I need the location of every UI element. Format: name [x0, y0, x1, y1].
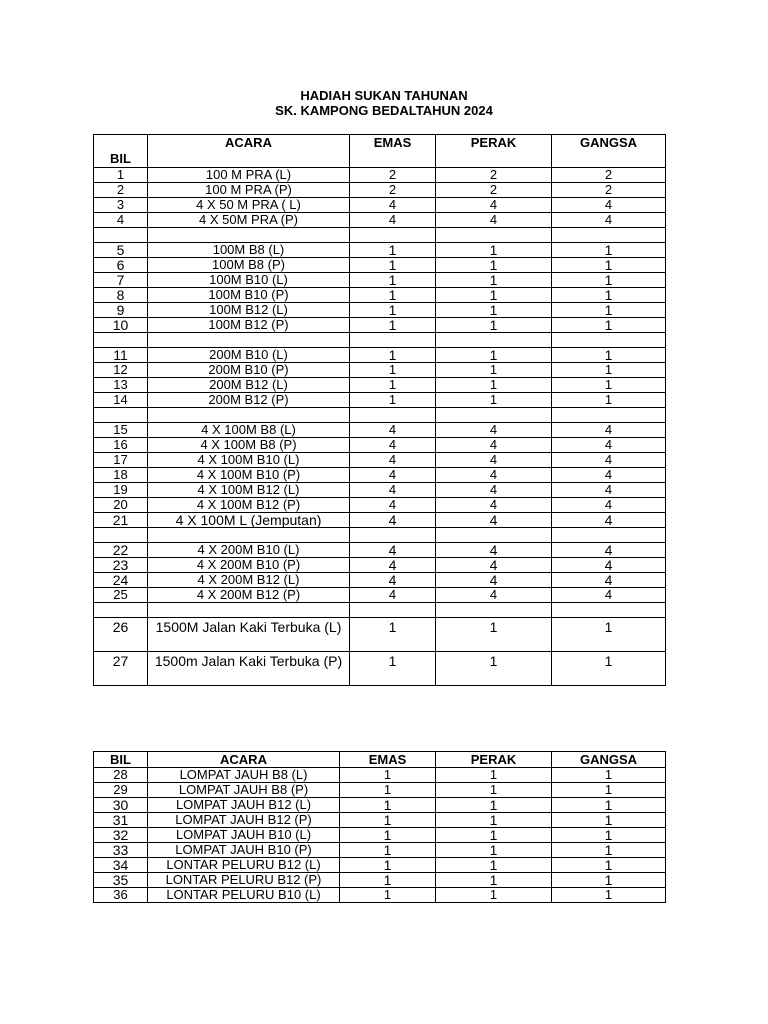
cell-acara: 4 X 50 M PRA ( L) — [148, 198, 350, 213]
cell-perak: 1 — [436, 828, 552, 843]
cell-gangsa: 4 — [552, 558, 666, 573]
cell-acara: LONTAR PELURU B10 (L) — [148, 888, 340, 903]
cell-acara: 100M B12 (L) — [148, 303, 350, 318]
cell-bil: 29 — [94, 783, 148, 798]
spacer-row — [94, 333, 666, 348]
cell-emas: 1 — [350, 378, 436, 393]
empty-cell — [94, 528, 148, 543]
header-gangsa: GANGSA — [552, 135, 666, 168]
cell-bil: 19 — [94, 483, 148, 498]
cell-bil: 10 — [94, 318, 148, 333]
cell-gangsa: 2 — [552, 168, 666, 183]
cell-emas: 1 — [350, 243, 436, 258]
spacer-row — [94, 228, 666, 243]
cell-gangsa: 4 — [552, 588, 666, 603]
cell-gangsa: 4 — [552, 453, 666, 468]
table-row — [94, 813, 666, 828]
empty-cell — [148, 528, 350, 543]
cell-bil: 16 — [94, 438, 148, 453]
cell-perak: 4 — [436, 198, 552, 213]
empty-cell — [436, 528, 552, 543]
cell-perak: 4 — [436, 213, 552, 228]
cell-acara: 4 X 200M B10 (L) — [148, 543, 350, 558]
table-row — [94, 783, 666, 798]
cell-gangsa: 1 — [552, 843, 666, 858]
cell-emas: 1 — [340, 768, 436, 783]
cell-emas: 4 — [350, 543, 436, 558]
cell-perak: 1 — [436, 813, 552, 828]
cell-gangsa: 1 — [552, 813, 666, 828]
table-row — [94, 213, 666, 228]
cell-gangsa: 1 — [552, 378, 666, 393]
header-bil: BIL — [94, 752, 148, 768]
table-header-row — [94, 135, 666, 168]
cell-emas: 1 — [350, 348, 436, 363]
cell-bil: 21 — [94, 513, 148, 528]
cell-perak: 4 — [436, 438, 552, 453]
table-row — [94, 828, 666, 843]
empty-cell — [552, 408, 666, 423]
table-row — [94, 558, 666, 573]
cell-perak: 2 — [436, 168, 552, 183]
cell-bil: 7 — [94, 273, 148, 288]
table-row — [94, 798, 666, 813]
cell-emas: 4 — [350, 558, 436, 573]
empty-cell — [350, 603, 436, 618]
cell-bil: 27 — [94, 652, 148, 686]
cell-bil: 5 — [94, 243, 148, 258]
cell-acara: 100M B12 (P) — [148, 318, 350, 333]
table-row — [94, 303, 666, 318]
empty-cell — [350, 528, 436, 543]
cell-gangsa: 1 — [552, 828, 666, 843]
cell-bil: 4 — [94, 213, 148, 228]
cell-perak: 4 — [436, 558, 552, 573]
cell-perak: 1 — [436, 783, 552, 798]
cell-acara: 200M B10 (L) — [148, 348, 350, 363]
cell-gangsa: 1 — [552, 858, 666, 873]
cell-acara: 4 X 200M B10 (P) — [148, 558, 350, 573]
cell-perak: 4 — [436, 483, 552, 498]
cell-bil: 3 — [94, 198, 148, 213]
cell-perak: 4 — [436, 543, 552, 558]
empty-cell — [350, 228, 436, 243]
cell-acara: LOMPAT JAUH B10 (P) — [148, 843, 340, 858]
cell-emas: 1 — [350, 258, 436, 273]
header-emas: EMAS — [340, 752, 436, 768]
table-row — [94, 378, 666, 393]
spacer-row — [94, 528, 666, 543]
cell-emas: 4 — [350, 438, 436, 453]
header-acara: ACARA — [148, 135, 350, 168]
cell-acara: 4 X 100M B12 (P) — [148, 498, 350, 513]
cell-bil: 17 — [94, 453, 148, 468]
empty-cell — [350, 408, 436, 423]
cell-bil: 32 — [94, 828, 148, 843]
cell-perak: 4 — [436, 453, 552, 468]
header-bil: BIL — [94, 135, 148, 168]
cell-gangsa: 1 — [552, 393, 666, 408]
cell-acara: 100 M PRA (P) — [148, 183, 350, 198]
cell-acara: 100 M PRA (L) — [148, 168, 350, 183]
prize-table-track — [93, 134, 666, 686]
cell-bil: 31 — [94, 813, 148, 828]
cell-perak: 1 — [436, 318, 552, 333]
cell-perak: 4 — [436, 468, 552, 483]
cell-emas: 1 — [350, 393, 436, 408]
cell-bil: 2 — [94, 183, 148, 198]
empty-cell — [94, 333, 148, 348]
cell-gangsa: 4 — [552, 513, 666, 528]
table-row — [94, 438, 666, 453]
cell-emas: 4 — [350, 198, 436, 213]
cell-perak: 4 — [436, 513, 552, 528]
cell-emas: 1 — [340, 873, 436, 888]
cell-acara: LONTAR PELURU B12 (L) — [148, 858, 340, 873]
cell-gangsa: 1 — [552, 652, 666, 686]
empty-cell — [436, 603, 552, 618]
table-row — [94, 423, 666, 438]
cell-acara: 100M B8 (P) — [148, 258, 350, 273]
cell-bil: 9 — [94, 303, 148, 318]
cell-emas: 2 — [350, 183, 436, 198]
cell-emas: 4 — [350, 453, 436, 468]
table-row — [94, 768, 666, 783]
table-row — [94, 363, 666, 378]
cell-perak: 1 — [436, 348, 552, 363]
cell-bil: 14 — [94, 393, 148, 408]
table-row — [94, 183, 666, 198]
cell-emas: 1 — [340, 828, 436, 843]
cell-acara: LOMPAT JAUH B8 (P) — [148, 783, 340, 798]
cell-gangsa: 1 — [552, 873, 666, 888]
table-row — [94, 348, 666, 363]
cell-perak: 2 — [436, 183, 552, 198]
cell-gangsa: 4 — [552, 543, 666, 558]
cell-bil: 28 — [94, 768, 148, 783]
empty-cell — [552, 228, 666, 243]
table-row — [94, 393, 666, 408]
empty-cell — [148, 333, 350, 348]
table-row — [94, 318, 666, 333]
cell-bil: 8 — [94, 288, 148, 303]
cell-emas: 1 — [350, 303, 436, 318]
table-row — [94, 243, 666, 258]
document-title: HADIAH SUKAN TAHUNAN — [300, 88, 468, 103]
cell-gangsa: 1 — [552, 348, 666, 363]
cell-acara: 4 X 100M B10 (P) — [148, 468, 350, 483]
cell-bil: 35 — [94, 873, 148, 888]
cell-emas: 1 — [340, 798, 436, 813]
table-row — [94, 858, 666, 873]
cell-gangsa: 1 — [552, 288, 666, 303]
cell-emas: 1 — [350, 273, 436, 288]
cell-perak: 1 — [436, 273, 552, 288]
table-row — [94, 543, 666, 558]
empty-cell — [350, 333, 436, 348]
cell-perak: 1 — [436, 378, 552, 393]
table-row — [94, 288, 666, 303]
cell-gangsa: 1 — [552, 888, 666, 903]
cell-bil: 34 — [94, 858, 148, 873]
cell-acara: 100M B10 (L) — [148, 273, 350, 288]
table-header-row — [94, 752, 666, 768]
cell-emas: 1 — [350, 363, 436, 378]
cell-acara: 100M B8 (L) — [148, 243, 350, 258]
cell-perak: 4 — [436, 573, 552, 588]
cell-acara: 200M B12 (P) — [148, 393, 350, 408]
spacer-row — [94, 603, 666, 618]
cell-bil: 15 — [94, 423, 148, 438]
cell-emas: 1 — [350, 318, 436, 333]
table-row — [94, 258, 666, 273]
table-row — [94, 468, 666, 483]
cell-acara: LOMPAT JAUH B10 (L) — [148, 828, 340, 843]
cell-emas: 1 — [340, 888, 436, 903]
cell-gangsa: 4 — [552, 468, 666, 483]
cell-emas: 1 — [340, 858, 436, 873]
cell-emas: 4 — [350, 483, 436, 498]
cell-acara: 4 X 100M L (Jemputan) — [148, 513, 350, 528]
cell-gangsa: 4 — [552, 213, 666, 228]
cell-acara: 4 X 200M B12 (L) — [148, 573, 350, 588]
cell-acara: 200M B12 (L) — [148, 378, 350, 393]
table-row — [94, 873, 666, 888]
cell-gangsa: 1 — [552, 318, 666, 333]
empty-cell — [552, 528, 666, 543]
cell-bil: 6 — [94, 258, 148, 273]
table-row — [94, 513, 666, 528]
empty-cell — [148, 228, 350, 243]
cell-gangsa: 2 — [552, 183, 666, 198]
cell-perak: 1 — [436, 843, 552, 858]
cell-acara: 4 X 100M B8 (L) — [148, 423, 350, 438]
cell-emas: 2 — [350, 168, 436, 183]
cell-perak: 4 — [436, 498, 552, 513]
empty-cell — [94, 603, 148, 618]
cell-bil: 18 — [94, 468, 148, 483]
cell-gangsa: 1 — [552, 798, 666, 813]
empty-cell — [94, 408, 148, 423]
cell-acara: 4 X 50M PRA (P) — [148, 213, 350, 228]
cell-emas: 4 — [350, 213, 436, 228]
cell-gangsa: 1 — [552, 258, 666, 273]
cell-perak: 4 — [436, 423, 552, 438]
cell-emas: 4 — [350, 513, 436, 528]
document-subtitle: SK. KAMPONG BEDALTAHUN 2024 — [275, 103, 493, 118]
table-row — [94, 618, 666, 652]
cell-bil: 12 — [94, 363, 148, 378]
cell-bil: 22 — [94, 543, 148, 558]
table-row — [94, 198, 666, 213]
cell-gangsa: 4 — [552, 573, 666, 588]
cell-gangsa: 4 — [552, 438, 666, 453]
table-row — [94, 483, 666, 498]
cell-bil: 23 — [94, 558, 148, 573]
cell-acara: 1500m Jalan Kaki Terbuka (P) — [148, 652, 350, 686]
cell-gangsa: 1 — [552, 243, 666, 258]
cell-emas: 1 — [340, 843, 436, 858]
header-acara: ACARA — [148, 752, 340, 768]
cell-perak: 1 — [436, 768, 552, 783]
header-gangsa: GANGSA — [552, 752, 666, 768]
cell-gangsa: 4 — [552, 198, 666, 213]
header-perak: PERAK — [436, 135, 552, 168]
table-row — [94, 168, 666, 183]
cell-bil: 36 — [94, 888, 148, 903]
cell-perak: 1 — [436, 618, 552, 652]
spacer-row — [94, 408, 666, 423]
cell-acara: 1500M Jalan Kaki Terbuka (L) — [148, 618, 350, 652]
cell-gangsa: 4 — [552, 483, 666, 498]
table-row — [94, 273, 666, 288]
cell-bil: 30 — [94, 798, 148, 813]
cell-acara: LONTAR PELURU B12 (P) — [148, 873, 340, 888]
header-perak: PERAK — [436, 752, 552, 768]
cell-bil: 25 — [94, 588, 148, 603]
cell-acara: 100M B10 (P) — [148, 288, 350, 303]
cell-emas: 4 — [350, 573, 436, 588]
cell-gangsa: 1 — [552, 303, 666, 318]
cell-perak: 1 — [436, 363, 552, 378]
cell-emas: 4 — [350, 498, 436, 513]
cell-emas: 4 — [350, 423, 436, 438]
table-row — [94, 573, 666, 588]
table-row — [94, 888, 666, 903]
cell-perak: 1 — [436, 258, 552, 273]
cell-perak: 1 — [436, 303, 552, 318]
cell-bil: 1 — [94, 168, 148, 183]
cell-emas: 1 — [340, 783, 436, 798]
cell-perak: 1 — [436, 652, 552, 686]
cell-emas: 1 — [350, 618, 436, 652]
cell-emas: 4 — [350, 468, 436, 483]
empty-cell — [436, 408, 552, 423]
empty-cell — [94, 228, 148, 243]
cell-perak: 1 — [436, 288, 552, 303]
cell-emas: 4 — [350, 588, 436, 603]
cell-emas: 1 — [350, 288, 436, 303]
cell-gangsa: 4 — [552, 498, 666, 513]
cell-bil: 24 — [94, 573, 148, 588]
cell-perak: 1 — [436, 243, 552, 258]
cell-perak: 1 — [436, 873, 552, 888]
cell-acara: 4 X 100M B12 (L) — [148, 483, 350, 498]
cell-bil: 20 — [94, 498, 148, 513]
cell-perak: 4 — [436, 588, 552, 603]
cell-perak: 1 — [436, 798, 552, 813]
table-row — [94, 652, 666, 686]
cell-acara: 200M B10 (P) — [148, 363, 350, 378]
empty-cell — [436, 228, 552, 243]
cell-gangsa: 4 — [552, 423, 666, 438]
cell-bil: 13 — [94, 378, 148, 393]
cell-gangsa: 1 — [552, 273, 666, 288]
cell-emas: 1 — [340, 813, 436, 828]
cell-perak: 1 — [436, 393, 552, 408]
table-row — [94, 588, 666, 603]
cell-acara: LOMPAT JAUH B8 (L) — [148, 768, 340, 783]
cell-gangsa: 1 — [552, 618, 666, 652]
empty-cell — [552, 603, 666, 618]
cell-perak: 1 — [436, 858, 552, 873]
cell-acara: 4 X 200M B12 (P) — [148, 588, 350, 603]
cell-acara: 4 X 100M B8 (P) — [148, 438, 350, 453]
cell-emas: 1 — [350, 652, 436, 686]
cell-acara: LOMPAT JAUH B12 (L) — [148, 798, 340, 813]
header-emas: EMAS — [350, 135, 436, 168]
cell-bil: 33 — [94, 843, 148, 858]
prize-table-field — [93, 751, 666, 903]
cell-bil: 11 — [94, 348, 148, 363]
cell-gangsa: 1 — [552, 783, 666, 798]
cell-gangsa: 1 — [552, 768, 666, 783]
cell-gangsa: 1 — [552, 363, 666, 378]
cell-acara: LOMPAT JAUH B12 (P) — [148, 813, 340, 828]
cell-acara: 4 X 100M B10 (L) — [148, 453, 350, 468]
table-row — [94, 843, 666, 858]
empty-cell — [552, 333, 666, 348]
table-row — [94, 453, 666, 468]
cell-bil: 26 — [94, 618, 148, 652]
table-row — [94, 498, 666, 513]
empty-cell — [436, 333, 552, 348]
empty-cell — [148, 408, 350, 423]
cell-perak: 1 — [436, 888, 552, 903]
empty-cell — [148, 603, 350, 618]
